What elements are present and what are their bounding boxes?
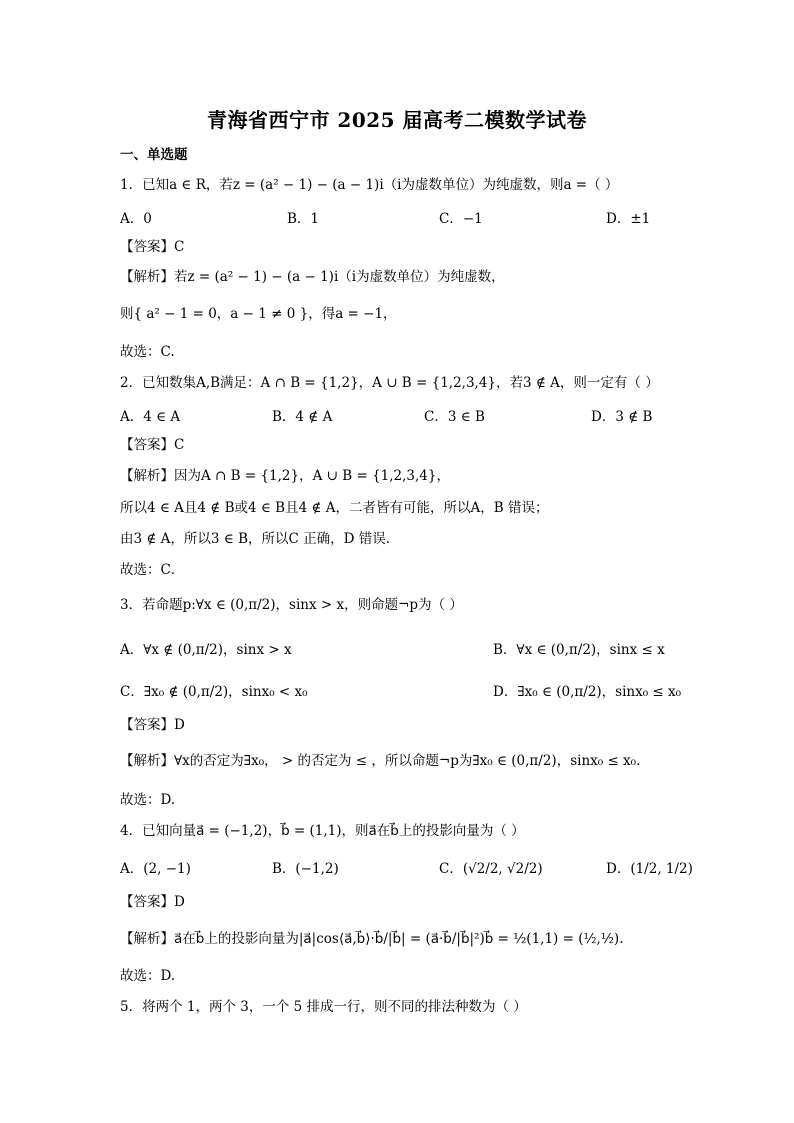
q3-stem: 3．若命题p:∀x ∈ (0,π/2)，sinx > x，则命题¬p为（ ） [120,597,463,613]
q2-option-c: C．3 ∈ B [424,409,485,425]
q1-option-a: A．0 [120,211,152,227]
q4-option-c: C．(√2/2, √2/2) [439,861,543,877]
q1-option-c: C．−1 [439,211,483,227]
q2-stem: 2．已知数集A,B满足：A ∩ B = {1,2}，A ∪ B = {1,2,3,4}，若3 ∉ A，则一定有（ ） [120,375,659,391]
q4-analysis-line: 【解析】a⃗在b⃗上的投影向量为|a⃗|cos⟨a⃗,b⃗⟩·b⃗/|b⃗| = (a⃗·b⃗/|b⃗|²)b⃗ = ½(1,1) = (½,½). [120,931,624,947]
q2-answer: 【答案】C [120,437,185,453]
q3-analysis-line: 【解析】∀x的否定为∃x₀， > 的否定为 ≤ ，所以命题¬p为∃x₀ ∈ (0,π/2)，sinx₀ ≤ x₀． [120,753,650,769]
q2-option-a: A．4 ∈ A [120,409,181,425]
q4-answer: 【答案】D [120,894,185,910]
q1-option-b: B．1 [287,211,320,227]
q3-analysis-line: 故选：D. [120,792,176,808]
q3-option-a: A．∀x ∉ (0,π/2)，sinx > x [120,642,292,658]
q3-answer: 【答案】D [120,717,185,733]
section-heading: 一、单选题 [120,147,188,163]
q2-analysis-line: 故选：C． [120,562,185,578]
q1-analysis-line: 则{ a² − 1 = 0，a − 1 ≠ 0 }，得a = −1， [120,306,397,322]
q1-analysis-line: 故选：C. [120,344,175,360]
q3-option-c: C．∃x₀ ∉ (0,π/2)，sinx₀ < x₀ [120,684,308,700]
q2-analysis-line: 【解析】因为A ∩ B = {1,2}，A ∪ B = {1,2,3,4}， [120,468,450,484]
q2-option-b: B．4 ∉ A [272,409,333,425]
q2-option-d: D．3 ∉ B [591,409,653,425]
q5-stem: 5．将两个 1，两个 3，一个 5 排成一行，则不同的排法种数为（ ） [120,999,527,1015]
q2-analysis-line: 由3 ∉ A，所以3 ∈ B，所以C 正确，D 错误． [120,531,400,547]
page-title: 青海省西宁市 2025 届高考二模数学试卷 [206,108,588,132]
q1-stem: 1．已知a ∈ R，若z = (a² − 1) − (a − 1)i（i为虚数单位）为纯虚数，则a =（ ） [120,177,619,193]
q4-option-a: A．(2, −1) [120,861,191,877]
q1-answer: 【答案】C [120,239,185,255]
q2-analysis-line: 所以4 ∈ A且4 ∉ B或4 ∈ B且4 ∉ A，二者皆有可能，所以A，B 错误； [120,500,549,516]
q4-stem: 4．已知向量a⃗ = (−1,2)，b⃗ = (1,1)，则a⃗在b⃗上的投影向量为（ ） [120,823,525,839]
q3-option-d: D．∃x₀ ∈ (0,π/2)，sinx₀ ≤ x₀ [493,684,682,700]
q3-option-b: B．∀x ∈ (0,π/2)，sinx ≤ x [493,642,665,658]
q1-option-d: D．±1 [606,211,651,227]
q4-analysis-line: 故选：D. [120,968,176,984]
q4-option-d: D．(1/2, 1/2) [606,861,693,877]
q4-option-b: B．(−1,2) [272,861,339,877]
q1-analysis-line: 【解析】若z = (a² − 1) − (a − 1)i（i为虚数单位）为纯虚数， [120,269,505,285]
